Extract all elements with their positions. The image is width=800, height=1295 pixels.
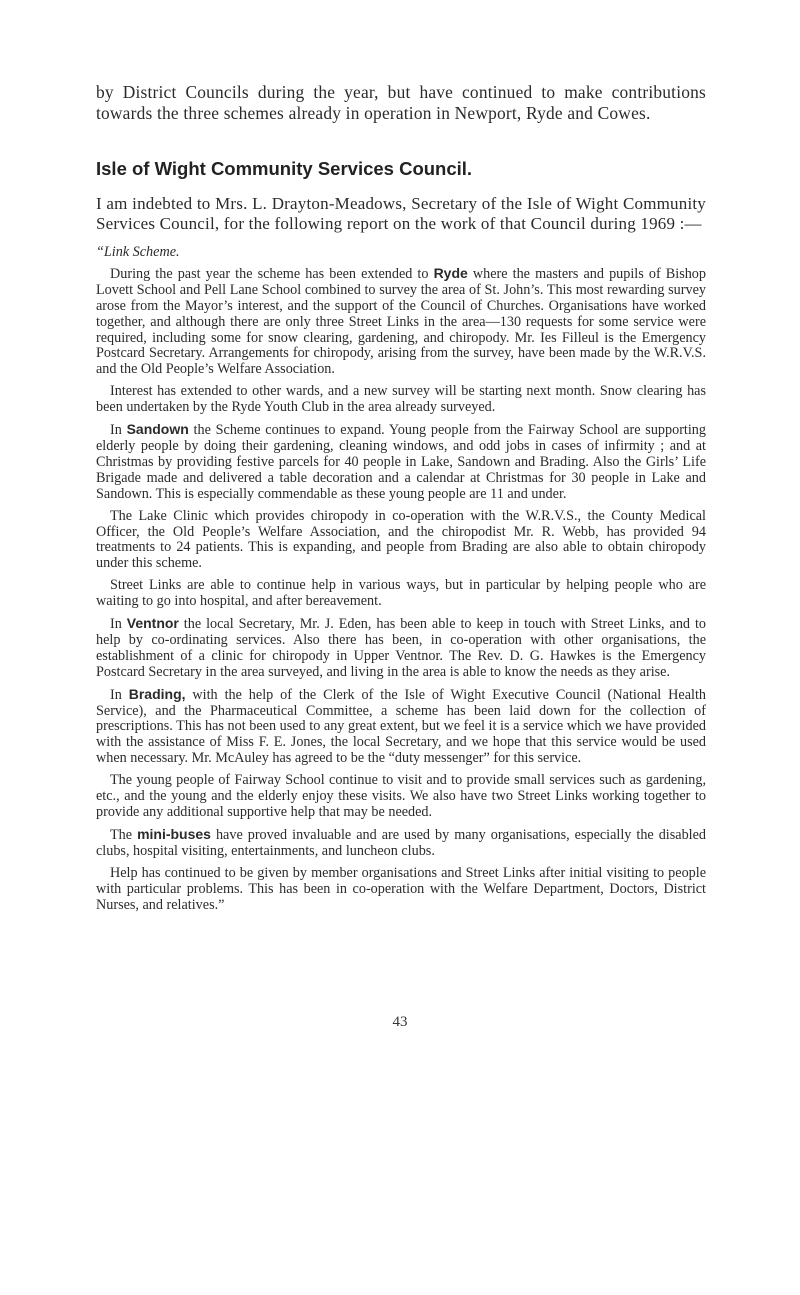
paragraph-text: During the past year the scheme has been extended to bbox=[110, 265, 434, 282]
paragraph-text: In bbox=[110, 422, 127, 439]
paragraph-ryde bbox=[96, 266, 706, 378]
place-name-ryde: Ryde bbox=[433, 264, 468, 281]
paragraph-text: have proved invaluable and are used by many organisations, especially the disabled clubs, hospital visiting, entertainments, and luncheon clubs. bbox=[96, 826, 706, 859]
page-number: 43 bbox=[392, 1014, 408, 1030]
paragraph-text: In bbox=[110, 686, 129, 703]
intro-paragraph: by District Councils during the year, but have continued to make contributions towards the three schemes already in operation in Newport, Ryde and Cowes. bbox=[96, 82, 706, 123]
paragraph-ventnor bbox=[96, 616, 706, 681]
paragraph-fairway-school: The young people of Fairway School continue to visit and to provide small services such as gardening, etc., and the young and the elderly enjoy these visits. We also have two Street Links working together to provide any additional supportive help that may be needed. bbox=[96, 772, 706, 820]
paragraph-sandown bbox=[96, 422, 706, 503]
document-page bbox=[96, 82, 706, 919]
lead-paragraph: I am indebted to Mrs. L. Drayton-Meadows, Secretary of the Isle of Wight Community Services Council, for the following report on the work of that Council during 1969 :— bbox=[96, 194, 706, 233]
paragraph-other-wards: Interest has extended to other wards, and a new survey will be starting next month. Snow clearing has been undertaken by the Ryde Youth Club in the area already surveyed. bbox=[96, 383, 706, 416]
paragraph-text: with the help of the Clerk of the Isle of Wight Executive Council (National Health Service), and the Pharmaceutical Committee, a scheme has been laid down for the collection of prescriptions. This has not been used to any great extent, but we feel it is a service which we have provided with the assistance of Miss F. E. Jones, the local Secretary, and we hope that this service would be used when necessary. Mr. McAuley has agreed to be the “duty messenger” for this service. bbox=[96, 686, 706, 767]
place-name-ventnor: Ventnor bbox=[126, 615, 179, 632]
paragraph-street-links: Street Links are able to continue help in various ways, but in particular by helping people who are waiting to go into hospital, and after bereavement. bbox=[96, 577, 706, 610]
scheme-title: “Link Scheme. bbox=[96, 244, 180, 260]
paragraph-lake-clinic: The Lake Clinic which provides chiropody in co-operation with the W.R.V.S., the County Medical Officer, the Old People’s Welfare Association, and the chiropodist Mr. R. Webb, has provided 94 treatments to 24 patients. This is expanding, and people from Brading are also able to obtain chiropody under this scheme. bbox=[96, 507, 706, 572]
paragraph-text: the local Secretary, Mr. J. Eden, has been able to keep in touch with Street Links, and to help by co-ordinating services. Also there has been, in co-operation with other organisations, the establishment of a clinic for chiropody in Upper Ventnor. The Rev. D. G. Hawkes is the Emergency Postcard Secretary in the area surveyed, and living in the area is able to know the needs as they arise. bbox=[96, 616, 706, 680]
place-name-sandown: Sandown bbox=[126, 421, 189, 438]
place-name-brading: Brading, bbox=[128, 685, 186, 702]
paragraph-text: In bbox=[110, 616, 127, 633]
paragraph-text: where the masters and pupils of Bishop Lovett School and Pell Lane School combined to survey the area of St. John’s. This most rewarding survey arose from the Mayor’s interest, and the support of the Council of Churches. Organisations have worked together, and although there are only three Street Links in the area—130 requests for some service were required, including some for snow clearing, gardening, and chiropody. Mr. Ies Filleul is the Emergency Postcard Secretary. Arrangements for chiropody, arising from the survey, have been made by the W.R.V.S. and the Old People’s Welfare Association. bbox=[96, 265, 706, 378]
section-heading: Isle of Wight Community Services Council. bbox=[96, 158, 473, 179]
paragraph-text: The bbox=[110, 826, 138, 843]
term-mini-buses: mini-buses bbox=[137, 825, 211, 842]
report-body bbox=[96, 245, 706, 913]
paragraph-mini-buses bbox=[96, 827, 706, 860]
paragraph-brading bbox=[96, 687, 706, 768]
paragraph-text: the Scheme continues to expand. Young people from the Fairway School are supporting elderly people by doing their gardening, cleaning windows, and odd jobs in cases of infirmity ; and at Christmas by providing festive parcels for 40 people in Lake, Sandown and Brading. Also the Girls’ Life Brigade made and delivered a table decoration and a calendar at Christmas for 30 people in Lake and Sandown. This is especially commendable as these young people are 11 and under. bbox=[96, 422, 706, 502]
paragraph-help-continued: Help has continued to be given by member organisations and Street Links after initial visiting to people with particular problems. This has been in co-operation with the Welfare Department, Doctors, District Nurses, and relatives.” bbox=[96, 864, 706, 913]
